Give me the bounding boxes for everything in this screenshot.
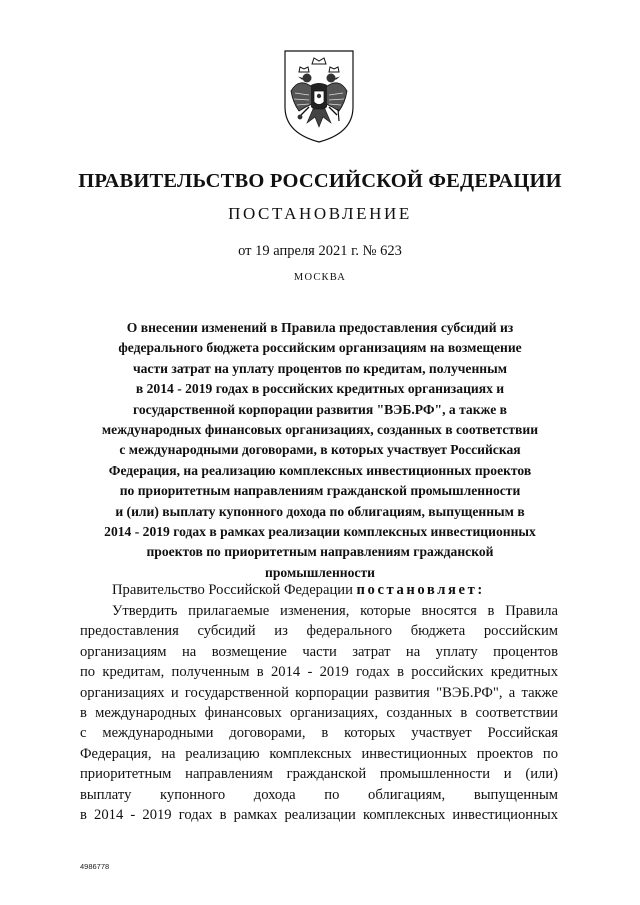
subject-line: Федерация, на реализацию комплексных инвестиционных проектов: [108, 462, 532, 478]
body-line: Утвердить прилагаемые изменения, которые вносятся в Правила: [112, 603, 558, 619]
body-line: организациях и государственной корпорации развития "ВЭБ.РФ", а также: [80, 684, 558, 701]
body-line: предоставления субсидий из федерального бюджета российским: [80, 623, 558, 640]
subject-line: с международными договорами, в которых участвует Российская: [119, 442, 521, 458]
document-code: 4986778: [80, 862, 110, 871]
subject-line: международных финансовых организациях, созданных в соответствии: [101, 422, 539, 438]
subject-line: государственной корпорации развития "ВЭБ.РФ", а также в: [132, 401, 507, 417]
document-subject: [80, 318, 560, 583]
subject-line: в 2014 - 2019 годах в российских кредитных организациях и: [135, 381, 505, 397]
coat-of-arms-icon: [279, 47, 359, 145]
subject-line: О внесении изменений в Правила предоставления субсидий из: [126, 320, 514, 335]
subject-line: проектов по приоритетным направлениям гражданской: [146, 544, 494, 560]
body-line: Федерация, на реализацию комплексных инвестиционных проектов по: [80, 745, 558, 762]
body-line: выплату купонного дохода по облигациям, выпущенным: [80, 786, 558, 803]
document-type: ПОСТАНОВЛЕНИЕ: [228, 204, 412, 223]
document-city: МОСКВА: [293, 272, 347, 283]
document-date-number: от 19 апреля 2021 г. № 623: [238, 243, 402, 259]
body-line: по кредитам, полученным в 2014 - 2019 годах в российских кредитных: [80, 664, 558, 681]
subject-line: 2014 - 2019 годах в рамках реализации комплексных инвестиционных: [104, 524, 536, 540]
subject-line: и (или) выплату купонного дохода по облигациям, выпущенным в: [115, 503, 525, 519]
body-line: с международными договорами, в которых участвует Российская: [80, 725, 558, 742]
preamble-text: Правительство Российской Федерации: [112, 582, 357, 598]
body-line: в 2014 - 2019 годах в рамках реализации комплексных инвестиционных: [80, 806, 558, 823]
body-paragraph: [80, 601, 558, 825]
preamble: [112, 580, 485, 600]
subject-line: по приоритетным направлениям гражданской промышленности: [119, 483, 521, 499]
subject-line: федерального бюджета российским организациям на возмещение: [118, 340, 522, 356]
body-line: организациям на возмещение части затрат на уплату процентов: [80, 643, 558, 660]
body-line: в международных финансовых организациях, созданных в соответствии: [80, 704, 558, 721]
government-title: ПРАВИТЕЛЬСТВО РОССИЙСКОЙ ФЕДЕРАЦИИ: [78, 170, 562, 192]
subject-line: промышленности: [265, 564, 375, 580]
preamble-decree-word: постановляет:: [356, 582, 485, 598]
body-line: приоритетным направлениям гражданской промышленности и (или): [80, 766, 558, 783]
subject-line: части затрат на уплату процентов по кредитам, полученным: [132, 360, 508, 376]
